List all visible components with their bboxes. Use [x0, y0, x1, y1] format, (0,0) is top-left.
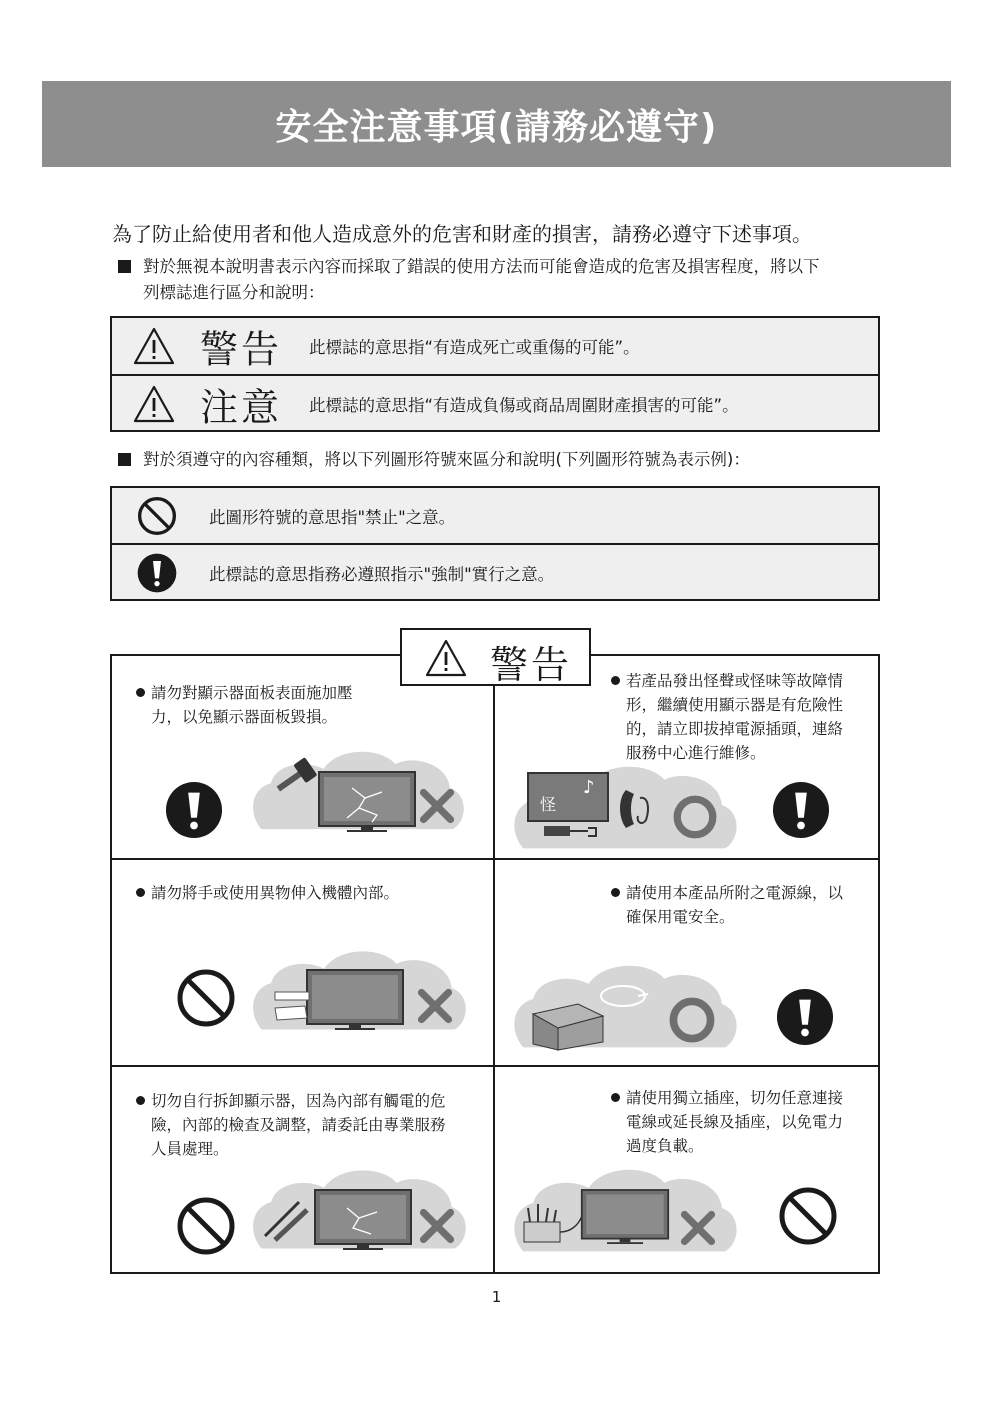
title-banner: [42, 81, 951, 167]
prohibited-icon: [778, 1186, 838, 1246]
square-bullet-icon: [118, 453, 131, 466]
prohibited-icon: [176, 1196, 236, 1256]
section2-line1: 對於須遵守的內容種類，將以下列圖形符號來區分和說明(下列圖形符號為表示例)：: [143, 450, 750, 469]
bullet-dot-icon: [136, 688, 145, 697]
page-number: 1: [491, 1288, 502, 1306]
mandatory-icon: [772, 781, 830, 839]
svg-text:♪: ♪: [583, 777, 595, 798]
strange-noise-illustration: [508, 758, 740, 852]
grid-divider: [110, 1065, 880, 1067]
disassembly-illustration: [247, 1158, 469, 1256]
warning-triangle-icon: [424, 638, 468, 678]
intro-text: 為了防止給使用者和他人造成意外的危害和財產的損害，請務必遵守下述事項。: [112, 222, 812, 246]
grid-divider: [110, 858, 880, 860]
symbol-desc-prohibited: 此圖形符號的意思指"禁止"之意。: [209, 507, 456, 527]
warning-section-title: 警告: [490, 643, 573, 687]
bullet-dot-icon: [611, 676, 620, 685]
bullet-dot-icon: [136, 888, 145, 897]
warning-section-header: [400, 628, 591, 686]
strange-sign-label: 怪: [540, 795, 557, 814]
mandatory-icon: [776, 988, 834, 1046]
prohibited-icon: [137, 496, 177, 536]
section1-line2: 列標誌進行區分和說明：: [143, 283, 325, 302]
warning-cell-text: 請使用獨立插座，切勿任意連接 電線或延長線及插座，以免電力 過度負載。: [611, 1086, 843, 1158]
hand-inside-illustration: [247, 940, 469, 1036]
section1-bullet: [118, 254, 820, 306]
hazard-desc-caution: 此標誌的意思指“有造成負傷或商品周圍財產損害的可能”。: [309, 396, 739, 415]
symbol-legend-table: [110, 486, 880, 601]
prohibited-icon: [176, 968, 236, 1028]
hazard-row-warning: [112, 318, 878, 376]
hazard-desc-warning: 此標誌的意思指“有造成死亡或重傷的可能”。: [309, 338, 640, 357]
bullet-dot-icon: [611, 1093, 620, 1102]
power-cord-illustration: [508, 950, 740, 1058]
cracked-panel-illustration: [247, 740, 467, 836]
symbol-row-mandatory: [112, 545, 878, 601]
hazard-word-warning: 警告: [200, 327, 283, 372]
bullet-dot-icon: [611, 888, 620, 897]
warning-cell-text: 請勿將手或使用異物伸入機體內部。: [136, 881, 399, 905]
hazard-level-table: [110, 316, 880, 432]
warning-cell-text: 請勿對顯示器面板表面施加壓 力，以免顯示器面板毀損。: [136, 681, 353, 729]
warning-triangle-icon: [132, 326, 176, 366]
hazard-row-caution: [112, 376, 878, 432]
symbol-row-prohibited: [112, 488, 878, 545]
warning-cell-text: 請使用本產品所附之電源線，以 確保用電安全。: [611, 881, 843, 929]
mandatory-icon: [137, 553, 177, 593]
warning-cell-text: 切勿自行拆卸顯示器，因為內部有觸電的危 險，內部的檢查及調整，請委託由專業服務 人員處理。: [136, 1089, 446, 1161]
page-title: 安全注意事項(請務必遵守): [275, 106, 718, 148]
square-bullet-icon: [118, 260, 131, 273]
overload-outlet-illustration: [508, 1160, 740, 1256]
mandatory-icon: [165, 781, 223, 839]
warning-triangle-icon: [132, 384, 176, 424]
grid-divider: [493, 654, 495, 1274]
warning-cell-text: 若產品發出怪聲或怪味等故障情 形，繼續使用顯示器是有危險性 的，請立即拔掉電源插頭，連絡 服務中心進行維修。: [611, 669, 843, 765]
section1-line1: 對於無視本說明書表示內容而採取了錯誤的使用方法而可能會造成的危害及損害程度，將以下: [143, 257, 820, 276]
hazard-word-caution: 注意: [200, 385, 283, 430]
section2-bullet: [118, 447, 750, 473]
bullet-dot-icon: [136, 1096, 145, 1105]
symbol-desc-mandatory: 此標誌的意思指務必遵照指示"強制"實行之意。: [209, 565, 555, 584]
